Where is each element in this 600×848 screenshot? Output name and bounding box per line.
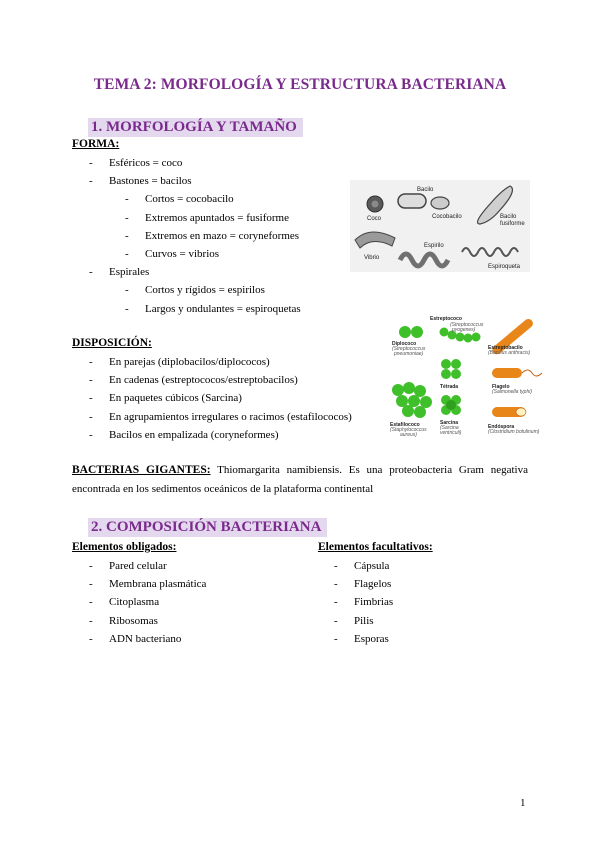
list-item: - Cortos y rígidos = espirilos [145, 281, 600, 299]
figure-label: (Staphylococcus [390, 427, 427, 433]
figure-label: pneumoniae) [394, 351, 424, 357]
figure-label: pyogenes) [452, 327, 476, 333]
list-item: - Largos y ondulantes = espiroquetas [145, 300, 600, 318]
figure-label: (Streptococcus [450, 322, 484, 328]
gigantes-line-1: BACTERIAS GIGANTES: Thiomargarita namibiensis. Es una proteobacteria Gram negativa [72, 464, 528, 476]
flagelo-cell [492, 368, 522, 378]
figure-label: Espirilo [424, 243, 444, 249]
facultativos-list [354, 557, 393, 648]
figure-label: Bacilo [500, 214, 517, 220]
figure-label: (Sarcina [440, 425, 459, 431]
list-item: - Esféricos = coco [109, 154, 600, 172]
figure-label: Coco [367, 216, 382, 222]
figure-label: Sarcina [440, 420, 459, 426]
bacteria-shapes-figure [350, 180, 530, 272]
figure-label: Estreptococo [430, 316, 462, 322]
list-item: - En agrupamientos irregulares o racimos (estafilococos) [109, 408, 600, 426]
list-item: - Pared celular [109, 557, 206, 575]
list-item: - Cápsula [354, 557, 393, 575]
endospora-spore [516, 408, 526, 416]
facultativos-label: Elementos facultativos: [318, 541, 433, 553]
figure-label: Vibrio [364, 255, 380, 261]
list-item: - En cadenas (estreptococos/estreptobacilos) [109, 371, 600, 389]
list-item: - Fimbrias [354, 593, 393, 611]
figure-label: (Salmonella typhi) [492, 389, 533, 395]
list-item: - En paquetes cúbicos (Sarcina) [109, 389, 600, 407]
figure-label: Cocobacilo [432, 214, 462, 220]
list-item: - Extremos apuntados = fusiforme [145, 209, 600, 227]
figure-label: Diplococo [392, 341, 417, 347]
obligados-list [109, 557, 206, 648]
list-item: - Ribosomas [109, 612, 206, 630]
cocobacilo-shape [398, 194, 426, 208]
list-item: - Flagelos [354, 575, 393, 593]
list-item: - Extremos en mazo = coryneformes [145, 227, 600, 245]
list-item: - Esporas [354, 630, 393, 648]
figure-label: aureus) [400, 432, 417, 438]
figure-label: ventriculi) [440, 430, 462, 436]
list-item: - Espirales [109, 263, 600, 281]
list-item: - Bastones = bacilos [109, 172, 600, 190]
coco-core [372, 201, 379, 208]
list-item: - Bacilos en empalizada (coryneformes) [109, 426, 600, 444]
cocobacilo-shape-2 [431, 197, 449, 209]
page-title: TEMA 2: MORFOLOGÍA Y ESTRUCTURA BACTERIANA [93, 76, 507, 93]
figure-label: Espiroqueta [488, 264, 521, 270]
disposicion-label: DISPOSICIÓN: [72, 337, 152, 349]
forma-label: FORMA: [72, 138, 120, 150]
list-item: - Membrana plasmática [109, 575, 206, 593]
list-item: - En parejas (diplobacilos/diplococos) [109, 353, 600, 371]
figure-label: (Clostridium botulinum) [488, 429, 540, 435]
obligados-label: Elementos obligados: [72, 541, 177, 553]
list-item: - ADN bacteriano [109, 630, 206, 648]
figure-label: (Bacillus anthracis) [488, 350, 531, 356]
bacteria-arrangement-figure [388, 312, 556, 446]
figure-label: Bacilo [417, 187, 434, 193]
diplococo-cell [411, 326, 423, 338]
section-heading-composicion: 2. COMPOSICIÓN BACTERIANA [88, 518, 327, 537]
page-number: 1 [520, 797, 526, 809]
figure-label: Estafilococo [390, 422, 420, 428]
figure-label: Flagelo [492, 384, 510, 390]
diplococo-cell [399, 326, 411, 338]
list-item: - Curvos = vibrios [145, 245, 600, 263]
figure-label: fusiforme [500, 221, 525, 227]
figure-label: Endóspora [488, 424, 515, 430]
section-heading-morfologia: 1. MORFOLOGÍA Y TAMAÑO [88, 118, 303, 137]
list-item: - Pilis [354, 612, 393, 630]
list-item: - Citoplasma [109, 593, 206, 611]
figure-label: Estreptobacilo [488, 345, 523, 351]
gigantes-line-2: encontrada en los sedimentos oceánicos de la plataforma continental [72, 483, 374, 495]
list-item: - Cortos = cocobacilo [145, 190, 600, 208]
figure-label: Tétrada [440, 384, 459, 390]
figure-label: (Streptococcus [392, 346, 426, 352]
